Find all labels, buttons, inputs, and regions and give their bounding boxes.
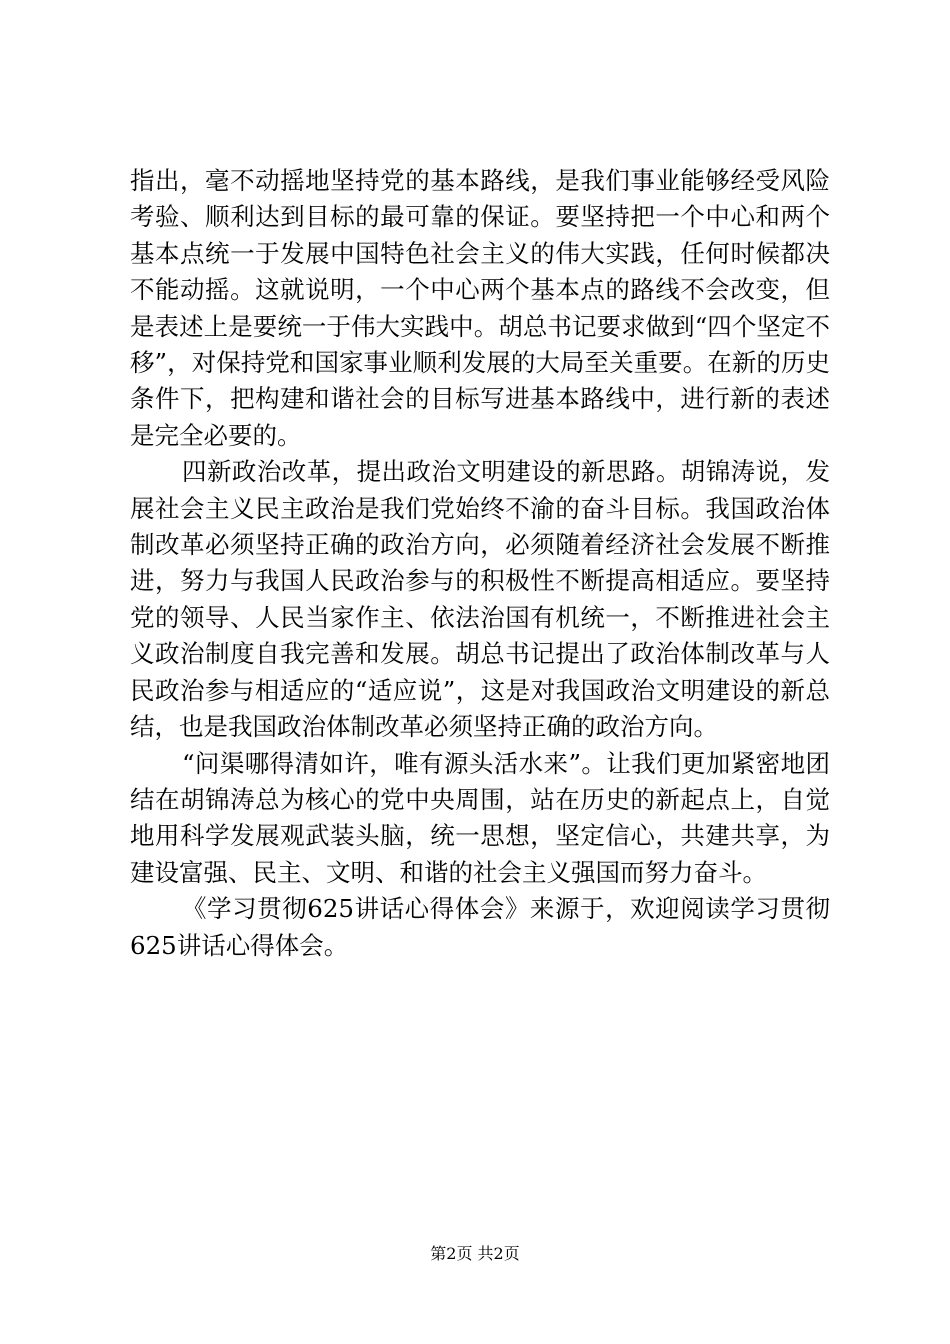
paragraph-basic-line: 指出，毫不动摇地坚持党的基本路线，是我们事业能够经受风险考验、顺利达到目标的最可靠的保证。要坚持把一个中心和两个基本点统一于发展中国特色社会主义的伟大实践，任何时候都决不能动摇。这就说明，一个中心两个基本点的路线不会改变，但是表述上是要统一于伟大实践中。胡总书记要求做到“四个坚定不移”，对保持党和国家事业顺利发展的大局至关重要。在新的历史条件下，把构建和谐社会的目标写进基本路线中，进行新的表述是完全必要的。 [130, 166, 830, 450]
paragraph-conclusion: “问渠哪得清如许，唯有源头活水来”。让我们更加紧密地团结在胡锦涛总为核心的党中央周围，站在历史的新起点上，自觉地用科学发展观武装头脑，统一思想，坚定信心，共建共享，为建设富强、民主、文明、和谐的社会主义强国而努力奋斗。 [130, 748, 830, 887]
paragraph-political-reform: 四新政治改革，提出政治文明建设的新思路。胡锦涛说，发展社会主义民主政治是我们党始终不渝的奋斗目标。我国政治体制改革必须坚持正确的政治方向，必须随着经济社会发展不断推进，努力与我国人民政治参与的积极性不断提高相适应。要坚持党的领导、人民当家作主、依法治国有机统一，不断推进社会主义政治制度自我完善和发展。胡总书记提出了政治体制改革与人民政治参与相适应的“适应说”，这是对我国政治文明建设的新总结，也是我国政治体制改革必须坚持正确的政治方向。 [130, 457, 830, 742]
paragraph-source-note: 《学习贯彻625讲话心得体会》来源于，欢迎阅读学习贯彻625讲话心得体会。 [130, 894, 830, 960]
document-body [130, 163, 830, 964]
page-number-footer: 第2页 共2页 [430, 1244, 520, 1263]
